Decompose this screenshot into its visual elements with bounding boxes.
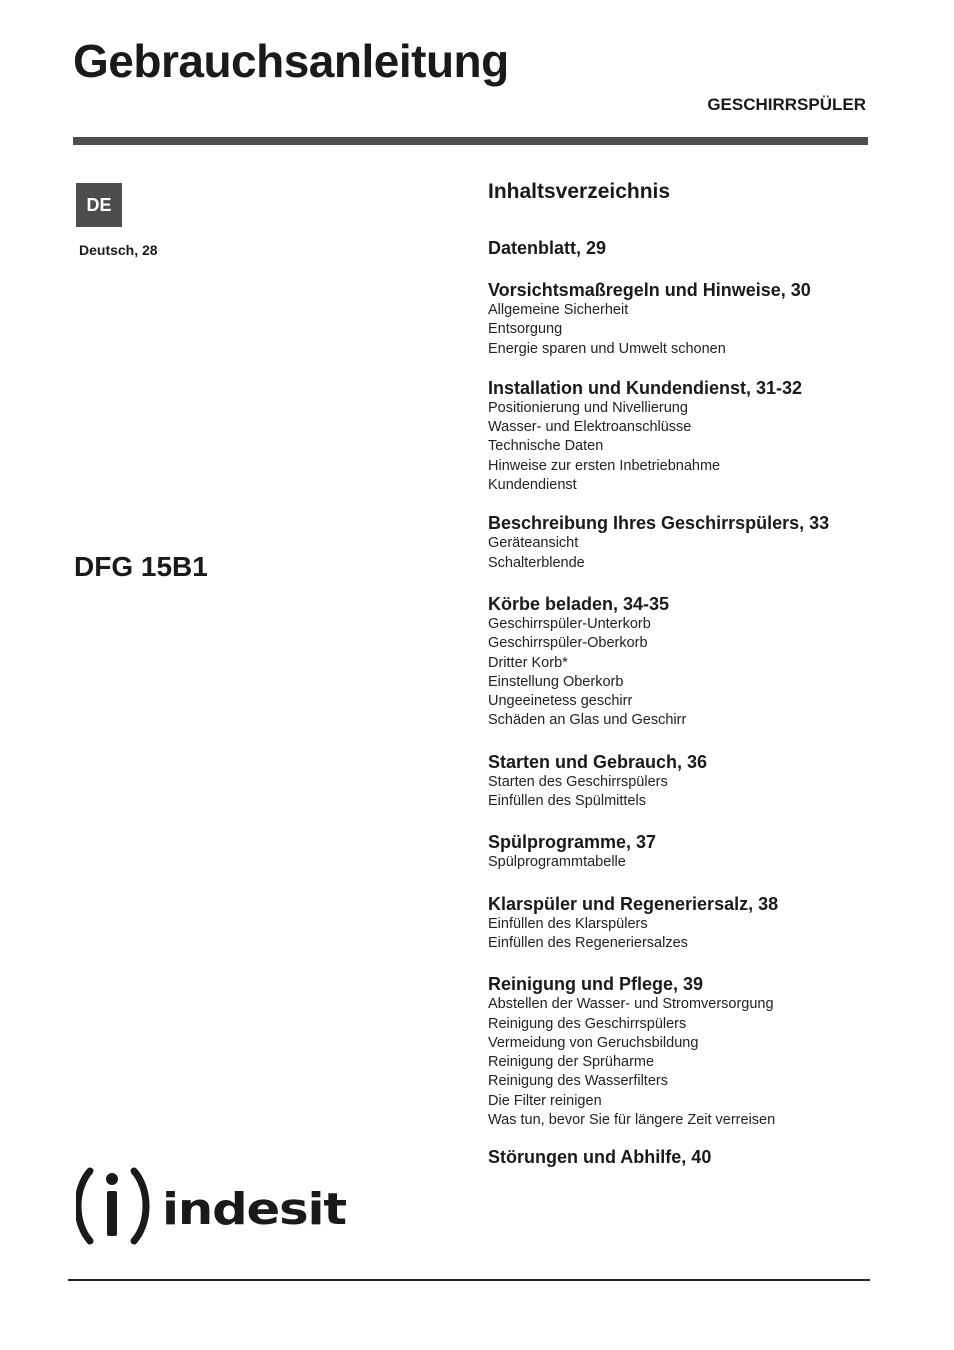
indesit-logo-icon	[76, 1167, 348, 1245]
toc-subsection[interactable]: Abstellen der Wasser- und Stromversorgung	[488, 996, 774, 1013]
toc-heading: Inhaltsverzeichnis	[488, 180, 671, 203]
toc-section-title[interactable]: Datenblatt, 29	[488, 238, 607, 258]
svg-text:indesit: indesit	[162, 1184, 348, 1235]
toc-section-title[interactable]: Spülprogramme, 37	[488, 832, 657, 853]
toc-subsection[interactable]: Vermeidung von Geruchsbildung	[488, 1034, 699, 1051]
toc-section-title[interactable]: Klarspüler und Regeneriersalz, 38	[488, 893, 779, 914]
toc-subsection[interactable]: Positionierung und Nivellierung	[488, 399, 688, 416]
toc-subsection[interactable]: Was tun, bevor Sie für längere Zeit verreisen	[488, 1112, 776, 1129]
toc-subsection[interactable]: Starten des Geschirrspülers	[488, 773, 668, 790]
toc-section	[488, 751, 888, 812]
toc-subsection[interactable]: Schäden an Glas und Geschirr	[488, 712, 687, 729]
toc-subsection[interactable]: Ungeeinetess geschirr	[488, 693, 633, 710]
indesit-logo	[76, 1167, 348, 1250]
toc-subsection[interactable]: Allgemeine Sicherheit	[488, 302, 629, 318]
toc-subsection[interactable]: Einfüllen des Spülmittels	[488, 793, 646, 810]
toc-section	[488, 512, 888, 573]
toc-section-title[interactable]: Reinigung und Pflege, 39	[488, 974, 704, 995]
toc-subsection[interactable]: Einstellung Oberkorb	[488, 673, 624, 690]
toc-subsection[interactable]: Wasser- und Elektroanschlüsse	[488, 419, 692, 436]
toc-subsection[interactable]: Hinweise zur ersten Inbetriebnahme	[488, 457, 721, 474]
toc-section	[488, 279, 888, 359]
footer-divider	[68, 1279, 870, 1281]
toc-sections	[488, 237, 888, 1168]
toc-subsection[interactable]: Einfüllen des Klarspülers	[488, 915, 648, 932]
toc-subsection[interactable]: Technische Daten	[488, 438, 604, 455]
toc-section	[488, 831, 888, 872]
toc-subsection[interactable]: Einfüllen des Regeneriersalzes	[488, 934, 688, 951]
toc-section	[488, 593, 888, 731]
toc-section-title[interactable]: Starten und Gebrauch, 36	[488, 751, 708, 772]
toc-subsection[interactable]: Energie sparen und Umwelt schonen	[488, 340, 726, 357]
toc-section	[488, 893, 888, 954]
toc-section-title[interactable]: Vorsichtsmaßregeln und Hinweise, 30	[488, 280, 811, 300]
toc-subsection[interactable]: Kundendienst	[488, 477, 577, 494]
toc-section	[488, 237, 888, 259]
language-page-reference[interactable]: Deutsch, 28	[79, 242, 158, 258]
toc-subsection[interactable]: Spülprogrammtabelle	[488, 854, 626, 871]
toc-section-title[interactable]: Störungen und Abhilfe, 40	[488, 1147, 712, 1168]
product-category: GESCHIRRSPÜLER	[707, 95, 866, 114]
toc-subsection[interactable]: Dritter Korb*	[488, 654, 568, 671]
document-title: Gebrauchsanleitung	[73, 35, 509, 87]
model-number: DFG 15B1	[74, 551, 208, 582]
toc-subsection[interactable]: Reinigung der Sprüharme	[488, 1054, 655, 1071]
toc-subsection[interactable]: Entsorgung	[488, 321, 563, 338]
header-divider	[73, 137, 868, 145]
toc-section	[488, 377, 888, 495]
toc-section-title[interactable]: Körbe beladen, 34-35	[488, 593, 670, 614]
toc-section	[488, 973, 888, 1130]
toc-subsection[interactable]: Reinigung des Wasserfilters	[488, 1073, 668, 1090]
toc-subsection[interactable]: Geräteansicht	[488, 535, 579, 552]
toc-section-title[interactable]: Beschreibung Ihres Geschirrspülers, 33	[488, 513, 830, 534]
toc-subsection[interactable]: Reinigung des Geschirrspülers	[488, 1015, 687, 1032]
language-badge[interactable]: DE	[76, 183, 122, 227]
toc-section-title[interactable]: Installation und Kundendienst, 31-32	[488, 377, 803, 398]
toc-subsection[interactable]: Geschirrspüler-Oberkorb	[488, 635, 648, 652]
toc-subsection[interactable]: Schalterblende	[488, 554, 585, 571]
toc-subsection[interactable]: Die Filter reinigen	[488, 1092, 602, 1109]
toc-subsection[interactable]: Geschirrspüler-Unterkorb	[488, 615, 651, 632]
toc-section	[488, 1146, 888, 1168]
table-of-contents	[488, 179, 888, 1186]
